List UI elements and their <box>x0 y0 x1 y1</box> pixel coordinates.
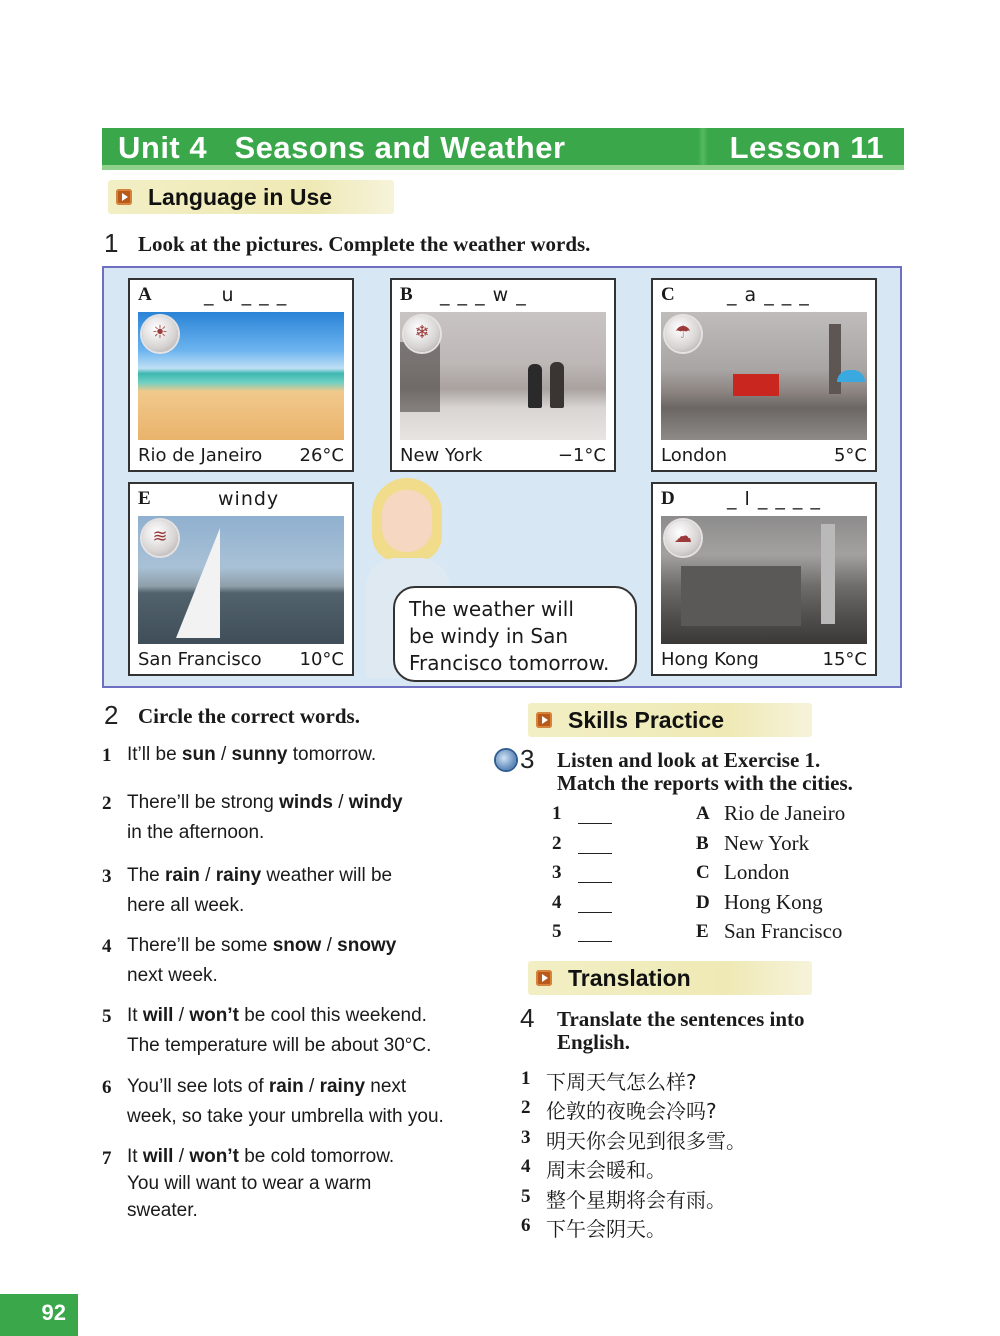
option-letter: A <box>696 803 710 824</box>
card-city: Hong Kong <box>661 649 759 670</box>
card-city: Rio de Janeiro <box>138 445 263 466</box>
option-letter: E <box>696 921 709 942</box>
unit-title: Unit 4 Seasons and Weather <box>118 130 566 165</box>
speech-bubble <box>393 586 637 682</box>
card-letter: A <box>138 284 152 305</box>
chinese-sentence: 周末会暖和。 <box>546 1158 666 1182</box>
question-number: 3 <box>102 866 112 887</box>
chinese-sentence: 下午会阴天。 <box>546 1217 666 1241</box>
section-skills-practice <box>528 703 812 737</box>
question-text: You’ll see lots of rain / rainy next week, so take your umbrella with you. <box>127 1076 444 1127</box>
banner-stripe <box>102 165 904 170</box>
match-number: 1 <box>552 803 562 824</box>
chinese-sentence: 下周天气怎么样? <box>546 1070 697 1094</box>
card-temperature: 26°C <box>299 445 344 466</box>
exercise-2-instruction: Circle the correct words. <box>138 704 360 728</box>
question-text: It will / won’t be cold tomorrow. You will want to wear a warm sweater. <box>127 1146 395 1221</box>
option-letter: C <box>696 862 710 883</box>
exercise-4-instruction-line2: English. <box>557 1030 630 1054</box>
match-number: 4 <box>552 892 562 913</box>
question-number: 5 <box>102 1006 112 1027</box>
section-label: Translation <box>568 965 691 991</box>
answer-blank[interactable] <box>578 882 612 883</box>
match-number: 2 <box>552 833 562 854</box>
card-city: San Francisco <box>138 649 262 670</box>
unit-banner <box>102 128 904 170</box>
match-number: 3 <box>552 862 562 883</box>
exercise-3-instruction-line2: Match the reports with the cities. <box>557 771 853 795</box>
option-city: Hong Kong <box>724 890 823 914</box>
question-text: It’ll be sun / sunny tomorrow. <box>127 744 377 765</box>
chinese-sentence: 明天你会见到很多雪。 <box>546 1129 746 1153</box>
question-text: There’ll be some snow / snowy next week. <box>127 935 397 986</box>
chinese-sentence: 伦敦的夜晚会冷吗? <box>546 1099 717 1123</box>
card-letter: D <box>661 488 675 509</box>
page-number-tab <box>0 1294 78 1336</box>
weather-card-c <box>651 278 877 472</box>
option-letter: B <box>696 833 709 854</box>
weather-card-e <box>128 482 354 676</box>
option-letter: D <box>696 892 710 913</box>
sentence-number: 3 <box>521 1127 531 1148</box>
exercise-4-instruction-line1: Translate the sentences into <box>557 1007 805 1031</box>
play-icon <box>536 712 552 728</box>
question-text: The rain / rainy weather will be here all week. <box>127 865 393 916</box>
sentence-number: 4 <box>521 1156 531 1177</box>
page-number: 92 <box>41 1300 66 1325</box>
section-language-in-use <box>108 180 394 214</box>
card-temperature: −1°C <box>557 445 606 466</box>
card-temperature: 5°C <box>833 445 867 466</box>
speech-bubble-text: The weather will be windy in San Francisco tomorrow. <box>409 597 610 675</box>
banner-divider <box>698 128 708 170</box>
weather-word-blank: _ l _ _ _ _ <box>727 488 821 510</box>
card-city: New York <box>400 445 483 466</box>
card-letter: B <box>400 284 413 305</box>
exercise-1-instruction: Look at the pictures. Complete the weather words. <box>138 232 591 256</box>
weather-card-d <box>651 482 877 676</box>
weather-word-blank: _ a _ _ _ <box>727 284 810 306</box>
answer-blank[interactable] <box>578 912 612 913</box>
card-temperature: 15°C <box>822 649 867 670</box>
question-text: There’ll be strong winds / windy in the afternoon. <box>127 792 403 843</box>
sentence-number: 5 <box>521 1186 531 1207</box>
weather-word: windy <box>218 488 280 510</box>
answer-blank[interactable] <box>578 941 612 942</box>
option-city: Rio de Janeiro <box>724 801 846 825</box>
umbrella-icon: ☂ <box>665 316 701 352</box>
play-icon <box>116 189 132 205</box>
question-text: It will / won’t be cool this weekend. The temperature will be about 30°C. <box>127 1005 432 1056</box>
question-number: 2 <box>102 793 112 814</box>
snowflake-icon: ❄ <box>404 316 440 352</box>
exercise-1-number: 1 <box>104 228 119 258</box>
weather-card-a <box>128 278 354 472</box>
cloud-icon: ☁ <box>665 520 701 556</box>
option-city: London <box>724 860 790 884</box>
exercise-2-number: 2 <box>104 700 119 730</box>
card-city: London <box>661 445 727 466</box>
sun-icon: ☀ <box>142 316 178 352</box>
presenter-face <box>382 490 432 552</box>
weather-card-b <box>390 278 616 472</box>
wind-icon: ≋ <box>142 520 178 556</box>
exercise-3-number: 3 <box>520 744 535 774</box>
answer-blank[interactable] <box>578 823 612 824</box>
section-label: Skills Practice <box>568 707 724 733</box>
question-number: 1 <box>102 745 112 766</box>
lesson-title: Lesson 11 <box>729 130 884 165</box>
match-number: 5 <box>552 921 562 942</box>
card-temperature: 10°C <box>299 649 344 670</box>
exercise-3-instruction-line1: Listen and look at Exercise 1. <box>557 748 821 772</box>
chinese-sentence: 整个星期将会有雨。 <box>546 1188 726 1212</box>
option-city: New York <box>724 831 810 855</box>
section-translation <box>528 961 812 995</box>
card-letter: C <box>661 284 675 305</box>
section-label: Language in Use <box>148 184 333 210</box>
weather-word-blank: _ _ _ w _ <box>440 284 527 306</box>
weather-word-blank: _ u _ _ _ <box>204 284 288 306</box>
option-city: San Francisco <box>724 919 843 943</box>
card-letter: E <box>138 488 151 509</box>
play-icon <box>536 970 552 986</box>
answer-blank[interactable] <box>578 853 612 854</box>
sentence-number: 1 <box>521 1068 531 1089</box>
question-number: 6 <box>102 1077 112 1098</box>
sentence-number: 2 <box>521 1097 531 1118</box>
question-number: 4 <box>102 936 112 957</box>
exercise-4-number: 4 <box>520 1003 535 1033</box>
sentence-number: 6 <box>521 1215 531 1236</box>
audio-cd-icon[interactable] <box>496 750 516 770</box>
question-number: 7 <box>102 1148 112 1169</box>
